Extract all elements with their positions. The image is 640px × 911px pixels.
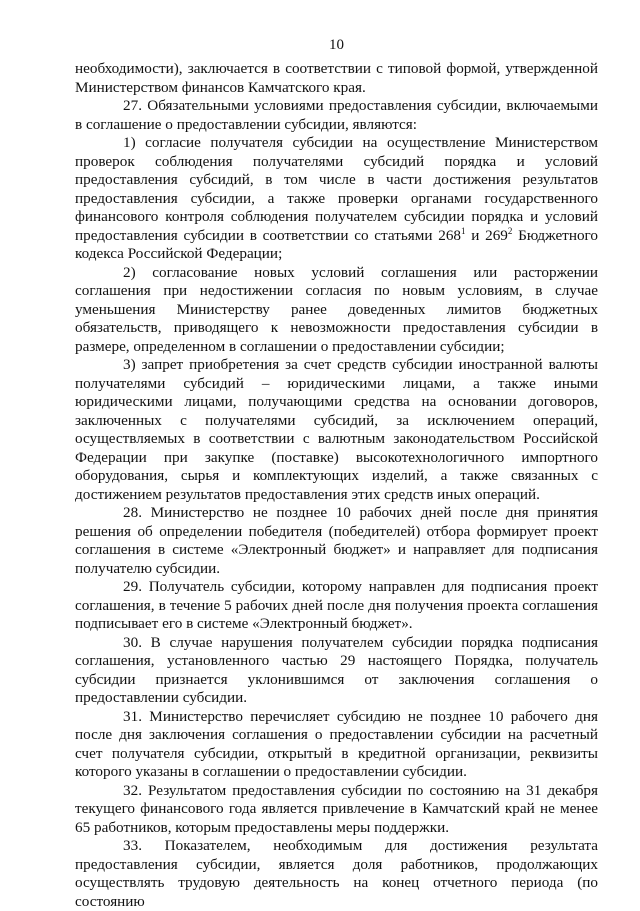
paragraph-32: 32. Результатом предоставления субсидии по состоянию на 31 декабря текущего финансового года является привлечение в Камчатский край не менее 65 работников, которым предоставлены меры поддержки. (75, 781, 598, 836)
paragraph-continuation: необходимости), заключается в соответствии с типовой формой, утвержденной Министерством финансов Камчатского края. (75, 60, 598, 96)
page-number: 10 (329, 37, 344, 53)
paragraph-28: 28. Министерство не позднее 10 рабочих дней после дня принятия решения об определении победителя (победителей) отбора формирует проект соглашения в системе «Электронный бюджет» и направляет для подписания получателю субсидии. (75, 504, 598, 577)
superscript-1: 1 (461, 225, 466, 236)
document-page (75, 36, 598, 911)
paragraph-27-item-2: 2) согласование новых условий соглашения или расторжении соглашения при недостижении согласия по новым условиям, в случае уменьшения Министерству ранее доведенных лимитов бюджетных обязательств, приводящего к невозможности предоставления субсидии в размере, определенном в соглашении о предоставлении субсидии; (75, 263, 598, 355)
paragraph-31: 31. Министерство перечисляет субсидию не позднее 10 рабочего дня после дня заключения соглашения о предоставлении субсидии на расчетный счет получателя субсидии, открытый в кредитной организации, реквизиты которого указаны в соглашении о предоставлении субсидии. (75, 707, 598, 780)
item-1-text: 1) согласие получателя субсидии на осуществление Министерством проверок соблюдения получателями субсидий порядка и условий предоставления субсидий, в том числе в части достижения результатов предоставления субсидии, а также проверки органами государственного финансового контроля соблюдения получателем субсидии порядка и условий предоставления субсидии в соответствии со статьями 268 (75, 134, 598, 244)
superscript-2: 2 (507, 225, 513, 236)
paragraph-27-item-1 (75, 134, 598, 264)
paragraph-27: 27. Обязательными условиями предоставления субсидии, включаемыми в соглашение о предоставлении субсидии, являются: (75, 97, 598, 133)
paragraph-27-item-3: 3) запрет приобретения за счет средств субсидии иностранной валюты получателями субсидий – юридическими лицами, а также иными юридическими лицами, получающими средства на основании договоров, заключенных с получателями субсидий, за исключением операций, осуществляемых в соответствии с валютным законодательством Российской Федерации при закупке (поставке) высокотехнологичного импортного оборудования, сырья и комплектующих изделий, а также связанных с достижением результатов предоставления этих средств иных операций. (75, 356, 598, 503)
paragraph-33: 33. Показателем, необходимым для достижения результата предоставления субсидии, является доля работников, продолжающих осуществлять трудовую деятельность на конец отчетного периода (по состоянию (75, 837, 598, 910)
paragraph-29: 29. Получатель субсидии, которому направлен для подписания проект соглашения, в течение 5 рабочих дней после дня получения проекта соглашения подписывает его в системе «Электронный бюджет». (75, 578, 598, 632)
item-1-mid: и 269 (465, 226, 508, 244)
paragraph-30: 30. В случае нарушения получателем субсидии порядка подписания соглашения, установленного частью 29 настоящего Порядка, получатель субсидии признается уклонившимся от заключения соглашения о предоставлении субсидии. (75, 633, 598, 706)
item-1-tail: Бюджетного кодекса Российской Федерации; (75, 226, 598, 262)
